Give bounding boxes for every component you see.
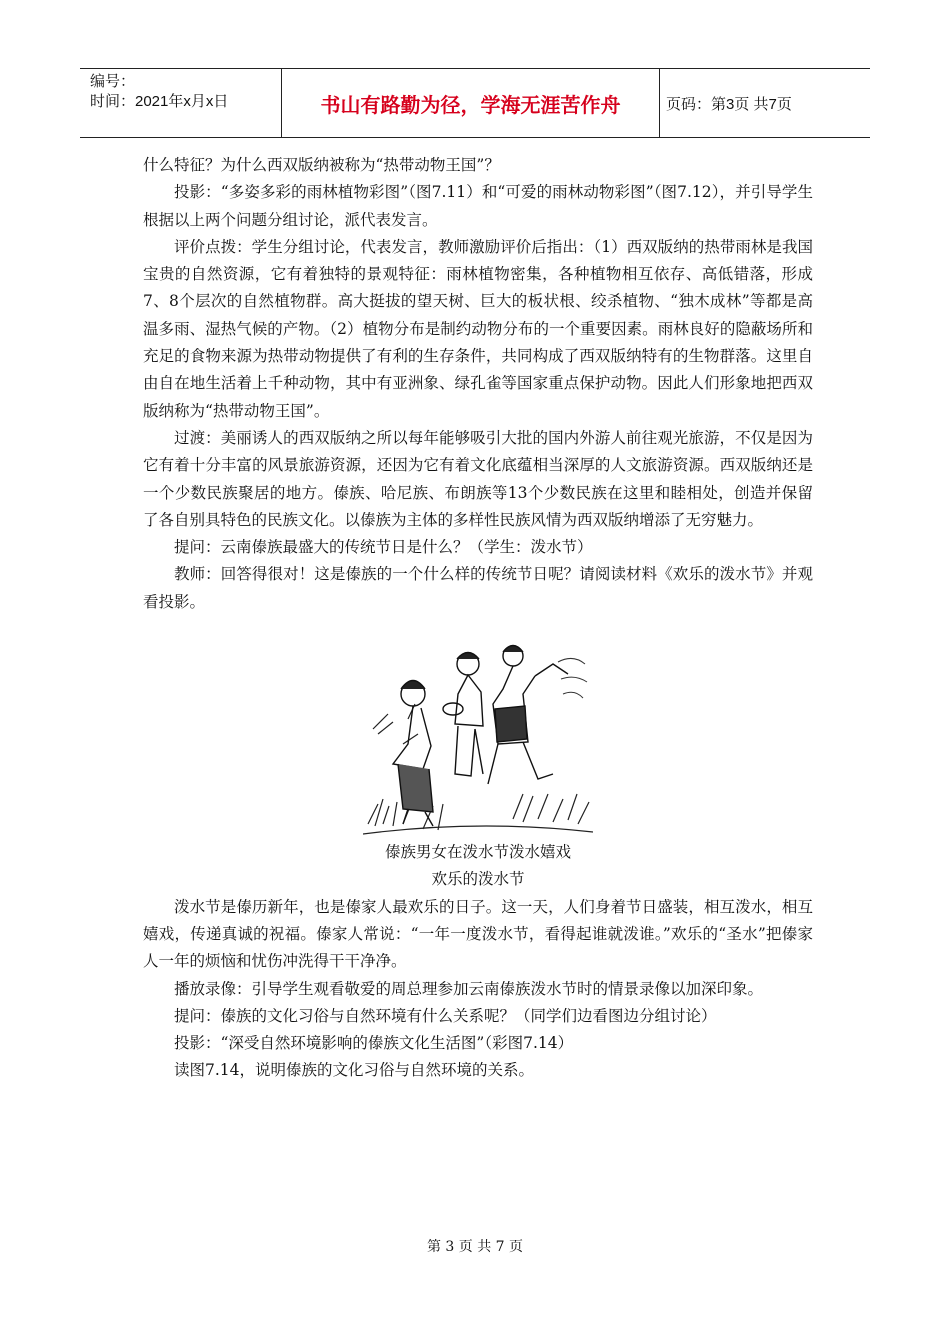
- paragraph: 播放录像：引导学生观看敬爱的周总理参加云南傣族泼水节时的情景录像以加深印象。: [174, 979, 764, 998]
- page-footer: 第 3 页 共 7 页: [426, 1239, 524, 1255]
- header-meta: [80, 69, 282, 137]
- figure-subtitle: 欢乐的泼水节: [431, 870, 525, 889]
- time-label: 时间：2021年x月x日: [90, 93, 229, 110]
- paragraph: 提问：傣族的文化习俗与自然环境有什么关系呢？（同学们边看图边分组讨论）: [174, 1006, 717, 1025]
- paragraph: 评价点拨：学生分组讨论，代表发言，教师激励评价后指出：（1）西双版纳的热带雨林是我国宝贵的自然资源，它有着独特的景观特征：雨林植物密集，各种植物相互依存、高低错落，形成7、8个层次的自然植物群。高大挺拔的望天树、巨大的板状根、绞杀植物、“独木成林”等都是高温多雨、湿热气候的产物。（2）植物分布是制约动物分布的一个重要因素。雨林良好的隐蔽场所和充足的食物来源为热带动物提供了有利的生存条件，共同构成了西双版纳特有的生物群落。这里自由自在地生活着上千种动物，其中有亚洲象、绿孔雀等国家重点保护动物。因此人们形象地把西双版纳称为“热带动物王国”。: [143, 237, 813, 420]
- paragraph: 过渡：美丽诱人的西双版纳之所以每年能够吸引大批的国内外游人前往观光旅游，不仅是因为它有着十分丰富的风景旅游资源，还因为它有着文化底蕴相当深厚的人文旅游资源。西双版纳还是一个少数民族聚居的地方。傣族、哈尼族、布朗族等13个少数民族在这里和睦相处，创造并保留了各自别具特色的民族文化。以傣族为主体的多样性民族风情为西双版纳增添了无穷魅力。: [143, 428, 813, 529]
- paragraph: 读图7.14，说明傣族的文化习俗与自然环境的关系。: [174, 1061, 535, 1080]
- paragraph: 泼水节是傣历新年，也是傣家人最欢乐的日子。这一天，人们身着节日盛装，相互泼水，相互嬉戏，传递真诚的祝福。傣家人常说：“一年一度泼水节，看得起谁就泼谁。”欢乐的“圣水”把傣家人一年的烦恼和忧伤冲洗得干干净净。: [143, 897, 813, 971]
- page-header: [80, 68, 870, 138]
- header-motto: 书山有路勤为径，学海无涯苦作舟: [282, 69, 660, 137]
- paragraph: 投影：“深受自然环境影响的傣族文化生活图”（彩图7.14）: [174, 1034, 574, 1053]
- illustration-drawing: [363, 634, 593, 839]
- paragraph: 什么特征？为什么西双版纳被称为“热带动物王国”？: [143, 156, 500, 174]
- document-body: [143, 152, 813, 1085]
- water-festival-illustration: [143, 634, 813, 894]
- figure-caption: 傣族男女在泼水节泼水嬉戏: [384, 843, 571, 862]
- paragraph: 提问：云南傣族最盛大的传统节日是什么？（学生：泼水节）: [174, 538, 593, 557]
- paragraph: 教师：回答得很对！这是傣族的一个什么样的传统节日呢？请阅读材料《欢乐的泼水节》并观看投影。: [143, 565, 813, 611]
- paragraph: 投影：“多姿多彩的雨林植物彩图”（图7.11）和“可爱的雨林动物彩图”（图7.12），并引导学生根据以上两个问题分组讨论，派代表发言。: [143, 183, 813, 229]
- header-page-info: 页码：第3页 共7页: [666, 95, 792, 113]
- number-label: 编号：: [90, 73, 136, 90]
